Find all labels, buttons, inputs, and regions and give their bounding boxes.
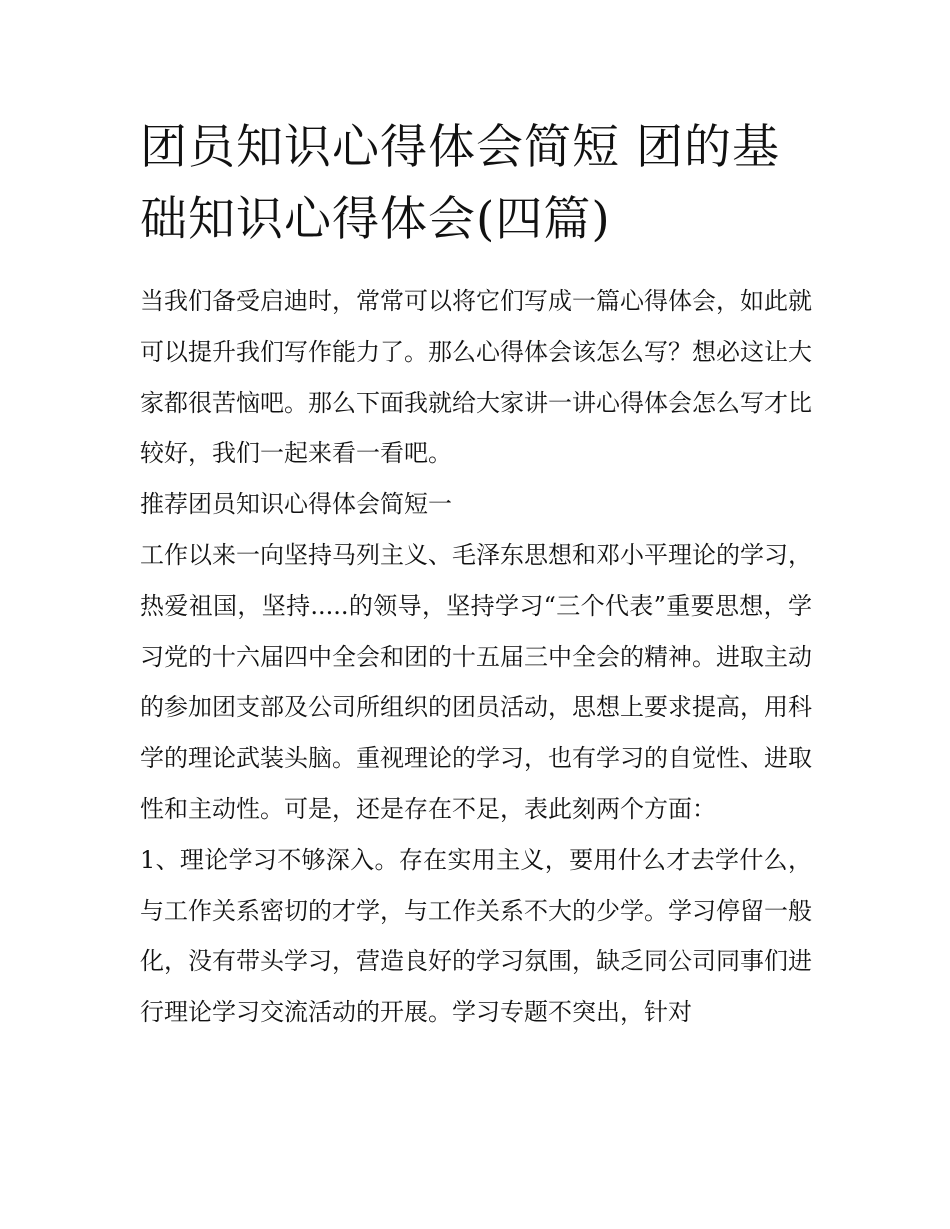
document-body bbox=[140, 276, 812, 1038]
intro-paragraph: 当我们备受启迪时，常常可以将它们写成一篇心得体会，如此就可以提升我们写作能力了。那么心得体会该怎么写？想必这让大家都很苦恼吧。那么下面我就给大家讲一讲心得体会怎么写才比较好，我们一起来看一看吧。 bbox=[140, 287, 812, 468]
body-paragraph: 工作以来一向坚持马列主义、毛泽东思想和邓小平理论的学习，热爱祖国，坚持.....的领导，坚持学习“三个代表”重要思想，学习党的十六届四中全会和团的十五届三中全会的精神。进取主动的参加团支部及公司所组织的团员活动，思想上要求提高，用科学的理论武装头脑。重视理论的学习，也有学习的自觉性、进取性和主动性。可是，还是存在不足，表此刻两个方面： bbox=[140, 540, 812, 823]
numbered-paragraph: 1、理论学习不够深入。存在实用主义，要用什么才去学什么，与工作关系密切的才学，与工作关系不大的少学。学习停留一般化，没有带头学习，营造良好的学习氛围，缺乏同公司同事们进行理论学习交流活动的开展。学习专题不突出，针对 bbox=[140, 845, 812, 1027]
section-heading: 推荐团员知识心得体会简短一 bbox=[140, 490, 452, 519]
document-title: 团员知识心得体会简短 团的基础知识心得体会(四篇) bbox=[140, 120, 780, 247]
document-page bbox=[140, 112, 812, 1038]
